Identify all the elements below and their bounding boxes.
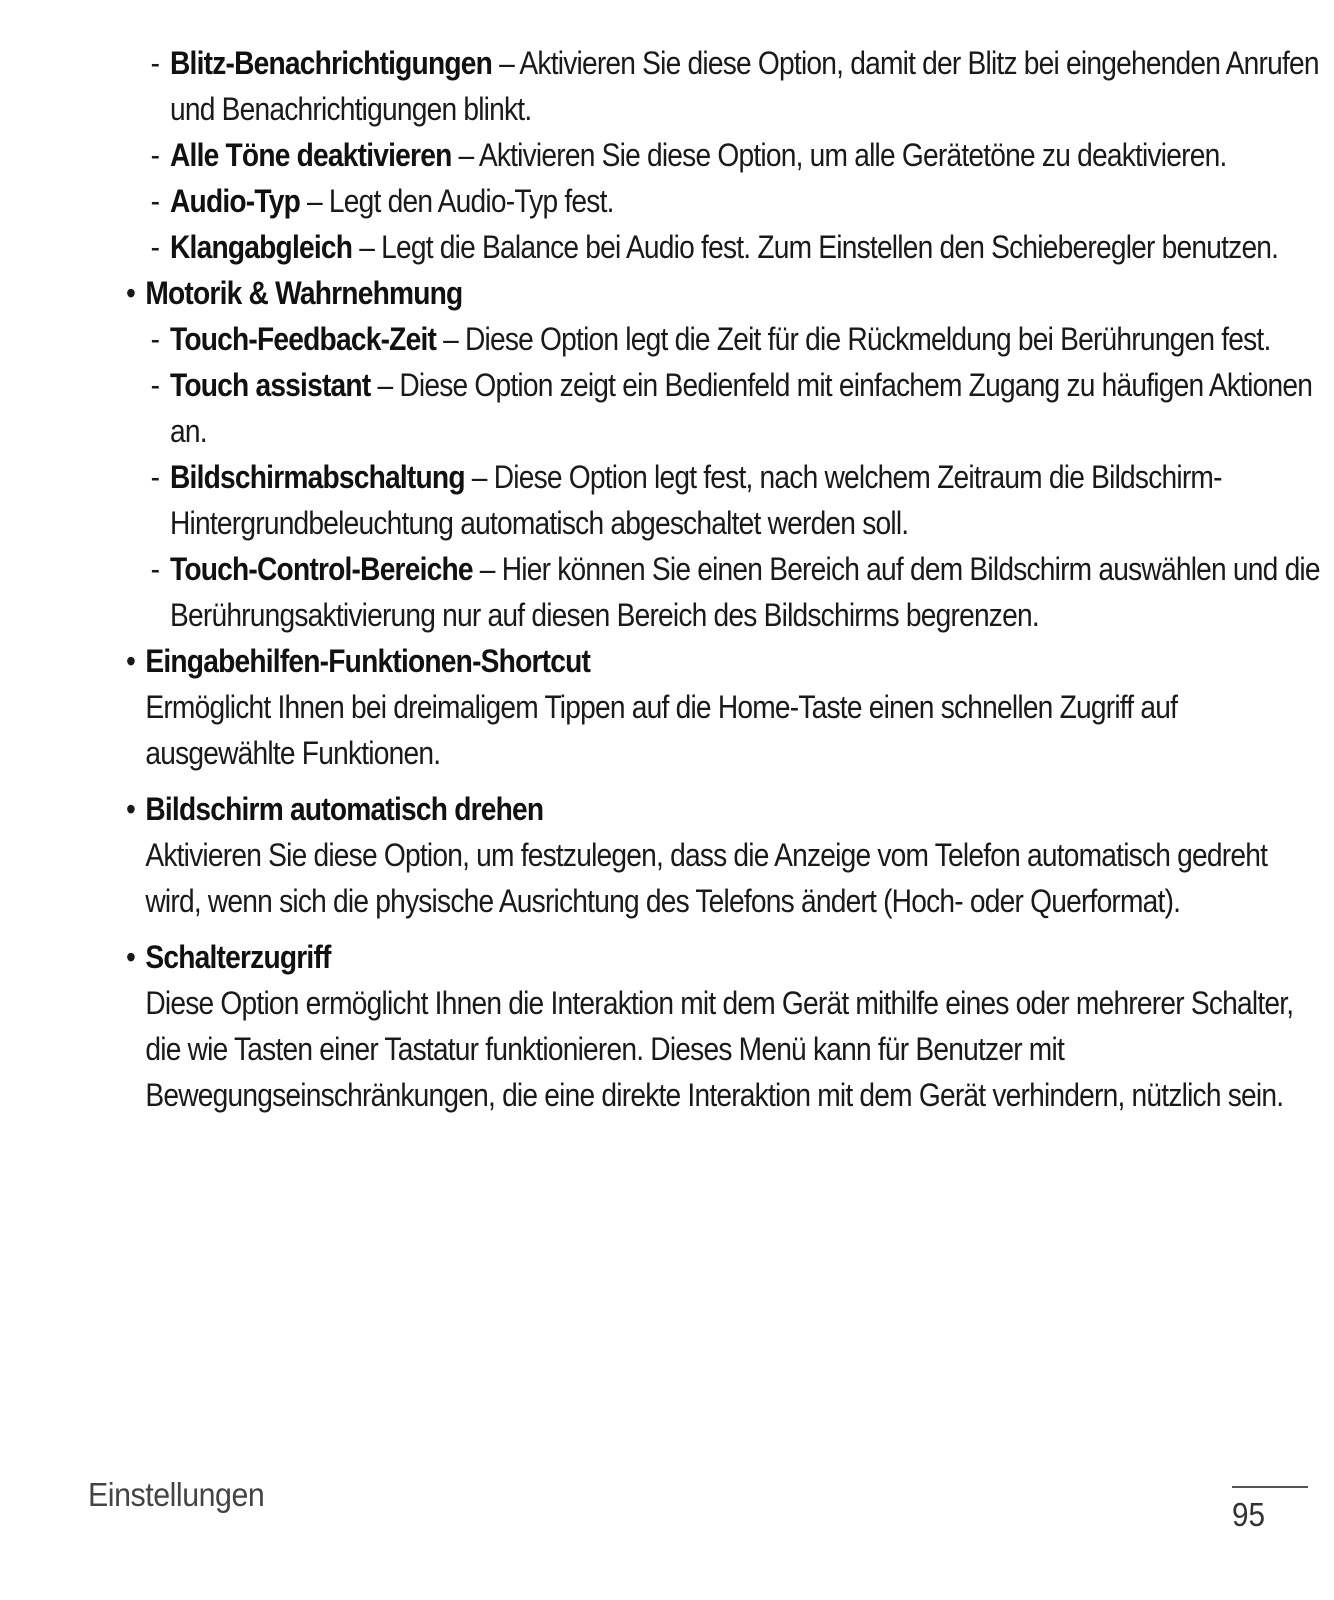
sub-item-screen-timeout: [126, 454, 1330, 546]
item-description: – Diese Option legt die Zeit für die Rückmeldung bei Berührungen fest.: [436, 321, 1271, 357]
item-description: – Diese Option zeigt ein Bedienfeld mit einfachem Zugang zu häufigen Aktionen an.: [170, 367, 1313, 449]
section-description: Ermöglicht Ihnen bei dreimaligem Tippen auf die Home-Taste einen schnellen Zugriff auf ausgewählte Funktionen.: [145, 689, 1178, 771]
item-title: Klangabgleich: [170, 229, 353, 265]
spacer: [126, 776, 1286, 786]
bullet-marker: •: [126, 791, 136, 827]
item-title: Bildschirmabschaltung: [170, 459, 465, 495]
item-description: – Hier können Sie einen Bereich auf dem Bildschirm auswählen und die Berührungsaktivierung nur auf diesen Bereich des Bildschirms begrenzen.: [170, 551, 1320, 633]
bullet-marker: •: [126, 275, 136, 311]
item-description: – Aktivieren Sie diese Option, damit der Blitz bei eingehenden Anrufen und Benachrichtigungen blinkt.: [170, 45, 1319, 127]
section-title: Bildschirm automatisch drehen: [145, 791, 544, 827]
sub-item-touch-assistant: [126, 362, 1330, 454]
footer-divider: [1232, 1486, 1308, 1488]
dash-marker: -: [150, 229, 160, 265]
section-motor-perception: [126, 270, 1305, 316]
section-switch-access: [126, 934, 1305, 980]
dash-marker: -: [150, 459, 160, 495]
sub-item-touch-control-areas: [126, 546, 1330, 638]
section-title: Eingabehilfen-Funktionen-Shortcut: [145, 643, 591, 679]
sub-item-audio-type: [126, 178, 1330, 224]
dash-marker: -: [150, 367, 160, 403]
footer-section-label: Einstellungen: [88, 1476, 265, 1513]
dash-marker: -: [150, 551, 160, 587]
section-auto-rotate-screen: [126, 786, 1305, 832]
bullet-marker: •: [126, 939, 136, 975]
item-title: Alle Töne deaktivieren: [170, 137, 452, 173]
section-description: Diese Option ermöglicht Ihnen die Interaktion mit dem Gerät mithilfe eines oder mehrerer Schalter, die wie Tasten einer Tastatur funktionieren. Dieses Menü kann für Benutzer mit Bewegungseinschränkungen, die eine direkte Interaktion mit dem Gerät verhindern, nützlich sein.: [145, 985, 1294, 1113]
settings-list: [126, 40, 1320, 1118]
item-description: – Legt die Balance bei Audio fest. Zum Einstellen den Schieberegler benutzen.: [352, 229, 1279, 265]
sub-item-mute-all-sounds: [126, 132, 1330, 178]
page-number: 95: [1232, 1496, 1266, 1533]
item-description: – Aktivieren Sie diese Option, um alle Gerätetöne zu deaktivieren.: [451, 137, 1227, 173]
section-title: Schalterzugriff: [145, 939, 331, 975]
section-description: Aktivieren Sie diese Option, um festzulegen, dass die Anzeige vom Telefon automatisch gedreht wird, wenn sich die physische Ausrichtung des Telefons ändert (Hoch- oder Querformat).: [145, 837, 1268, 919]
item-title: Touch assistant: [170, 367, 371, 403]
bullet-marker: •: [126, 643, 136, 679]
item-title: Touch-Feedback-Zeit: [170, 321, 437, 357]
sub-item-sound-balance: [126, 224, 1330, 270]
item-title: Blitz-Benachrichtigungen: [170, 45, 493, 81]
dash-marker: -: [150, 321, 160, 357]
item-title: Audio-Typ: [170, 183, 300, 219]
dash-marker: -: [150, 137, 160, 173]
item-description: – Legt den Audio-Typ fest.: [299, 183, 614, 219]
dash-marker: -: [150, 183, 160, 219]
sub-item-touch-feedback-time: [126, 316, 1330, 362]
dash-marker: -: [150, 45, 160, 81]
item-description: – Diese Option legt fest, nach welchem Zeitraum die Bildschirm-Hintergrundbeleuchtung automatisch abgeschaltet werden soll.: [170, 459, 1222, 541]
section-title: Motorik & Wahrnehmung: [145, 275, 463, 311]
sub-item-flash-notifications: [126, 40, 1330, 132]
section-accessibility-shortcut: [126, 638, 1305, 684]
item-title: Touch-Control-Bereiche: [170, 551, 473, 587]
spacer: [126, 924, 1286, 934]
